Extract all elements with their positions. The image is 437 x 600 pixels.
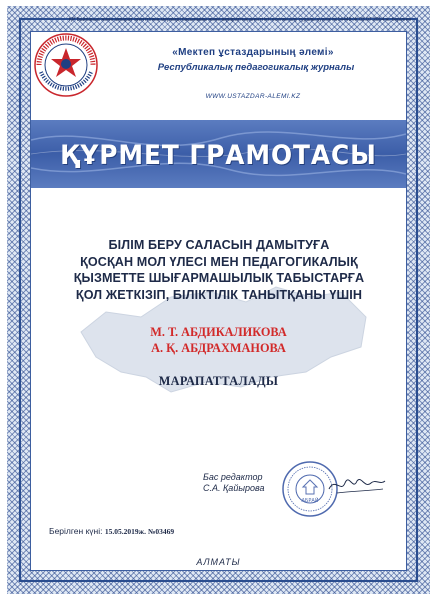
reason-line: ҚОСҚАН МОЛ ҮЛЕСІ МЕН ПЕДАГОГИКАЛЫҚ bbox=[80, 254, 358, 269]
issue-date-line bbox=[49, 526, 174, 536]
registration-note: ҚР Байланыс және ақпарат агенттігінің мерзімді басылымы және ақпараттық агенттікті есепке алу туралы куәлік №14448-Ж 03.07.2014 ж. берілген bbox=[69, 17, 412, 23]
city: АЛМАТЫ bbox=[196, 557, 241, 567]
certificate-border bbox=[7, 6, 430, 594]
journal-subtitle: Республикалық педагогикалық журналы bbox=[157, 62, 355, 73]
issue-value: 15.05.2019ж. №03469 bbox=[104, 527, 175, 536]
signature bbox=[327, 469, 387, 499]
recipients bbox=[31, 324, 406, 356]
recipient-name: А. Қ. АБДРАХМАНОВА bbox=[151, 341, 286, 355]
recipient-name: М. Т. АБДИКАЛИКОВА bbox=[150, 325, 287, 339]
reason-line: ҚЫЗМЕТТЕ ШЫҒАРМАШЫЛЫҚ ТАБЫСТАРҒА bbox=[73, 271, 365, 286]
editor-name: С.А. Қайырова bbox=[203, 483, 265, 493]
journal-title: «Мектеп ұстаздарының әлемі» bbox=[172, 47, 334, 58]
journal-website: WWW.USTAZDAR-ALEMI.KZ bbox=[205, 93, 301, 100]
reason-line: ҚОЛ ЖЕТКІЗІП, БІЛІКТІЛІК ТАНЫТҚАНЫ ҮШІН bbox=[75, 287, 363, 302]
certificate-title: ҚҰРМЕТ ГРАМОТАСЫ bbox=[60, 140, 377, 171]
header bbox=[31, 32, 406, 112]
award-reason bbox=[43, 237, 395, 303]
reason-line: БІЛІМ БЕРУ САЛАСЫН ДАМЫТУҒА bbox=[108, 238, 330, 252]
svg-text:АБРАЙ: АБРАЙ bbox=[301, 498, 319, 504]
awarded-text: МАРАПАТТАЛАДЫ bbox=[158, 374, 279, 388]
certificate-paper bbox=[31, 32, 406, 570]
editor-role: Бас редактор bbox=[203, 472, 263, 482]
journal-logo-icon bbox=[33, 32, 99, 98]
issue-label: Берілген күні: bbox=[49, 526, 103, 536]
